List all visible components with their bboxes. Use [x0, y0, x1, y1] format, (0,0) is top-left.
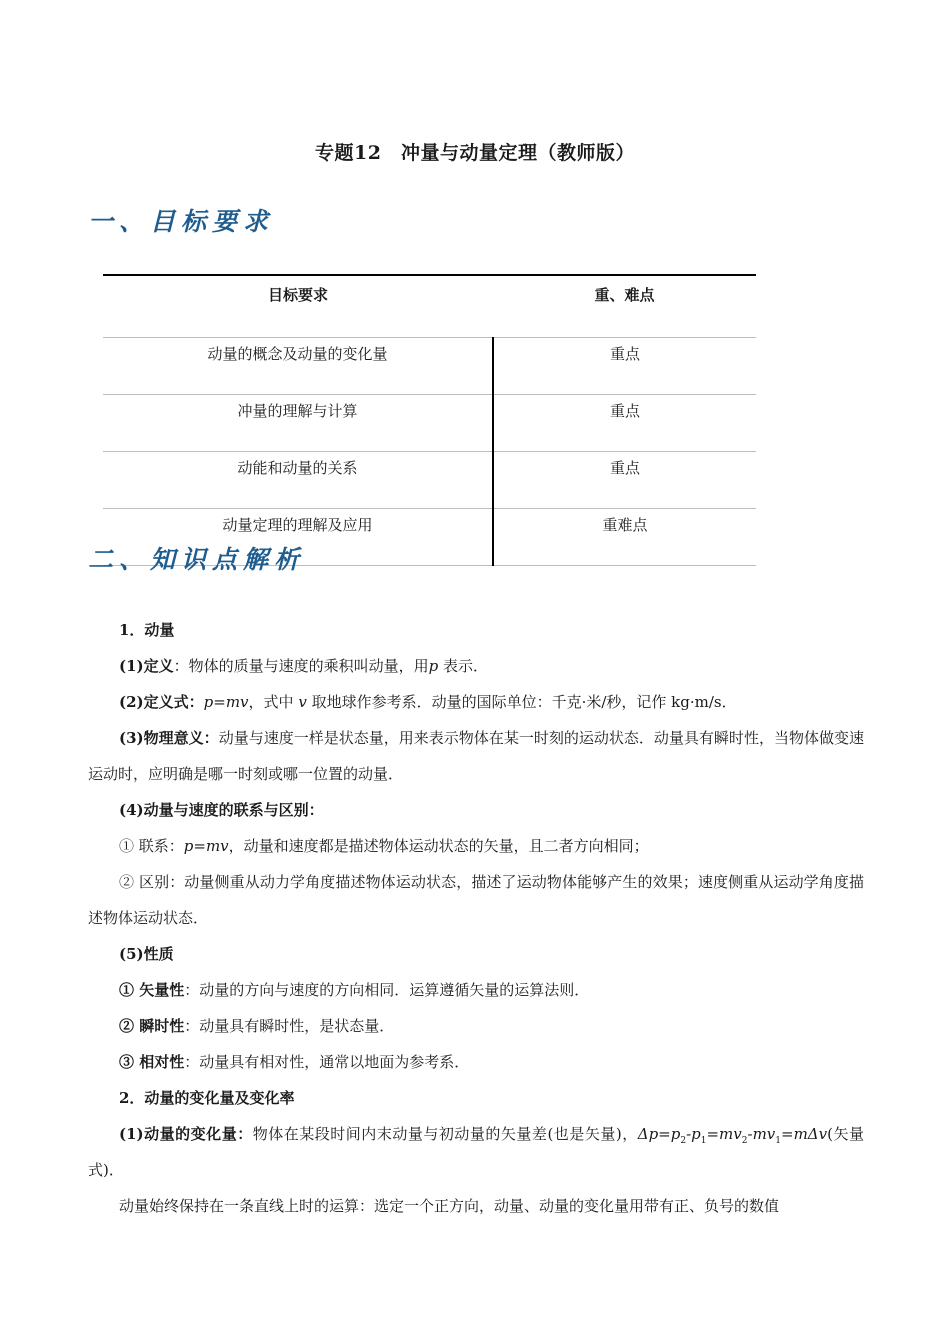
paragraph-properties-label: (5)性质	[119, 945, 174, 963]
table-cell: 重点	[493, 452, 756, 509]
table-cell: 重点	[493, 338, 756, 395]
paragraph-definition: (1)定义：物体的质量与速度的乘积叫动量，用p 表示．	[119, 657, 489, 675]
section-heading-knowledge: 二、知识点解析	[88, 545, 306, 574]
subheading-change: 2．动量的变化量及变化率	[119, 1089, 295, 1107]
table-cell: 重点	[493, 395, 756, 452]
table-row	[103, 395, 756, 452]
table-cell: 动量的概念及动量的变化量	[103, 338, 493, 395]
paragraph-relative-property: ③ 相对性：动量具有相对性，通常以地面为参考系．	[119, 1053, 470, 1071]
table-cell: 冲量的理解与计算	[103, 395, 493, 452]
goals-table	[103, 274, 756, 566]
paragraph-difference: ② 区别：动量侧重从动力学角度描述物体运动状态，描述了运动物体能够产生的效果；速度侧重从运动学角度描述物体运动状态．	[88, 873, 864, 927]
paragraph-formula: (2)定义式：p=mv，式中 v 取地球作参考系．动量的国际单位：千克·米/秒，记作 kg·m/s．	[119, 693, 737, 711]
paragraph-change: (1)动量的变化量：物体在某段时间内末动量与初动量的矢量差(也是矢量)，$\Delta p=p_2-p_1=mv_2-mv_1=m\Delta v$(矢量式)．	[88, 1125, 864, 1179]
paragraph-meaning: (3)物理意义：动量与速度一样是状态量，用来表示物体在某一时刻的运动状态．动量具有瞬时性，当物体做变速运动时，应明确是哪一时刻或哪一位置的动量．	[88, 729, 864, 783]
body-text	[88, 612, 864, 1224]
paragraph-relation-label: (4)动量与速度的联系与区别：	[119, 801, 324, 819]
paragraph-link: ① 联系：p=mv，动量和速度都是描述物体运动状态的矢量，且二者方向相同；	[119, 837, 649, 855]
table-header: 目标要求	[103, 275, 493, 338]
subheading-momentum: 1．动量	[119, 621, 175, 639]
table-header: 重、难点	[493, 275, 756, 338]
table-row	[103, 338, 756, 395]
table-header-row	[103, 275, 756, 338]
table-cell: 重难点	[493, 509, 756, 566]
table-cell: 动能和动量的关系	[103, 452, 493, 509]
paragraph-vector-property: ① 矢量性：动量的方向与速度的方向相同．运算遵循矢量的运算法则．	[119, 981, 590, 999]
paragraph-line-operation: 动量始终保持在一条直线上时的运算：选定一个正方向，动量、动量的变化量用带有正、负号的数值	[119, 1197, 780, 1215]
section-heading-goals: 一、目标要求	[88, 207, 275, 236]
page-title: 专题12 冲量与动量定理（教师版）	[315, 142, 635, 164]
table-cell: 动量定理的理解及应用	[103, 509, 493, 566]
paragraph-instant-property: ② 瞬时性：动量具有瞬时性，是状态量．	[119, 1017, 395, 1035]
table-row	[103, 452, 756, 509]
